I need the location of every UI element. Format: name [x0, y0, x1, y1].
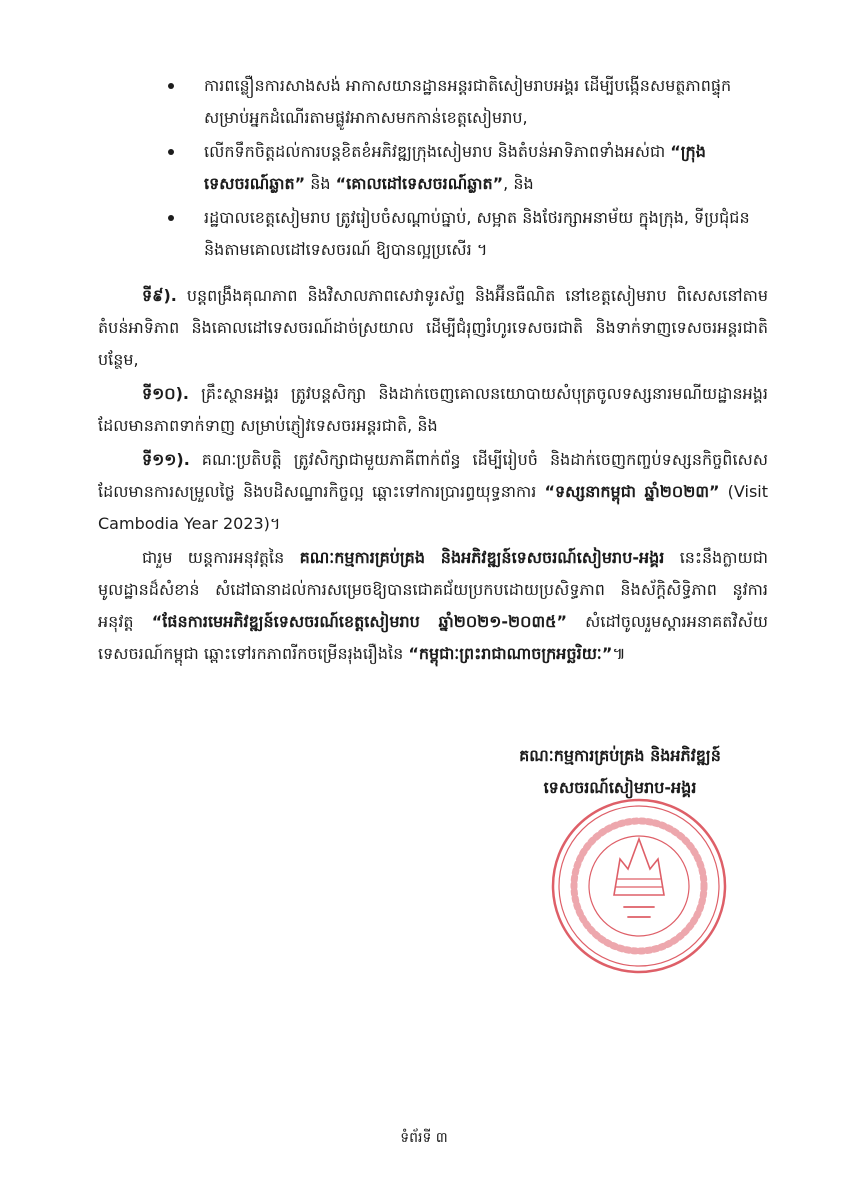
list-item	[168, 202, 768, 266]
clause-text: គ្រឹះស្ថានអង្គរ ត្រូវបន្តសិក្សា និងដាក់ចេញគោលនយោបាយសំបុត្រចូលទស្សនារមណីយដ្ឋានអង្គរ ដែលមានភាពទាក់ទាញ សម្រាប់ភ្ញៀវទេសចរអន្តរជាតិ, និង	[98, 384, 768, 435]
page-number: ទំព័រទី ៣	[400, 1130, 448, 1146]
bullet-text: ការពន្លឿនការសាងសង់ អាកាសយានដ្ឋានអន្តរជាតិសៀមរាបអង្គរ ដើម្បីបង្កើនសមត្ថភាពផ្ទុក សម្រាប់អ្នកដំណើរតាមផ្លូវអាកាសមកកាន់ខេត្តសៀមរាប,	[204, 76, 732, 127]
clause-number: ទី៩).	[142, 286, 177, 305]
closing-text-start: ជារួម យន្តការអនុវត្តនៃ	[142, 548, 300, 567]
list-item	[168, 136, 768, 200]
closing-end-mark: ៕	[612, 644, 626, 663]
bullet-icon	[168, 83, 174, 89]
clause-10	[98, 378, 768, 442]
signature-line-1: គណៈកម្មការគ្រប់គ្រង និងអភិវឌ្ឍន៍	[519, 746, 721, 765]
bullet-text: រដ្ឋបាលខេត្តសៀមរាប ត្រូវរៀបចំសណ្តាប់ធ្នាប់, សម្អាត និងថែរក្សាអនាម័យ ក្នុងក្រុង, ទីប្រជុំជន និងតាមគោលដៅទេសចរណ៍ ឱ្យបានល្អប្រសើរ ។	[204, 208, 750, 259]
clause-number: ទី១១).	[142, 450, 190, 469]
clause-number: ទី១០).	[142, 384, 189, 403]
list-item	[168, 70, 768, 134]
clause-9	[98, 280, 768, 376]
bullet-icon	[168, 149, 174, 155]
committee-name: គណៈកម្មការគ្រប់គ្រង និងអភិវឌ្ឍន៍ទេសចរណ៍សៀមរាប-អង្គរ	[299, 548, 665, 567]
smart-city-term: “ក្រុងទេសចរណ៍ឆ្លាត”	[204, 142, 706, 193]
official-seal-icon	[548, 795, 730, 977]
signature-line-2: ទេសចរណ៍សៀមរាប-អង្គរ	[543, 778, 697, 797]
master-plan-title: “ផែនការមេអភិវឌ្ឍន៍ទេសចរណ៍ខេត្តសៀមរាប ឆ្នាំ២០២១-២០៣៥”	[151, 612, 567, 631]
clause-text: បន្តពង្រឹងគុណភាព និងវិសាលភាពសេវាទូរស័ព្ទ និងអ៊ីនធឺណិត នៅខេត្តសៀមរាប ពិសេសនៅតាមតំបន់អាទិភាព និងគោលដៅទេសចរណ៍ដាច់ស្រយាល ដើម្បីជំរុញរំហូរទេសចរជាតិ និងទាក់ទាញទេសចរអន្តរជាតិបន្ថែម,	[98, 286, 768, 369]
smart-destination-term: “គោលដៅទេសចរណ៍ឆ្លាត”	[335, 174, 504, 193]
bullet-icon	[168, 215, 174, 221]
clause-11	[98, 444, 768, 540]
closing-text-middle: នេះនឹងក្លាយជាមូលដ្ឋានដ៏សំខាន់ សំដៅធានាដល់ការសម្រេចឱ្យបានជោគជ័យប្រកបដោយប្រសិទ្ធភាព និងស័ក្តិសិទ្ធិភាព នូវការអនុវត្ត	[98, 548, 769, 631]
campaign-english: (Visit Cambodia Year 2023)។	[98, 482, 769, 533]
kingdom-slogan: “កម្ពុជាៈព្រះរាជាណាចក្រអច្ឆរិយៈ”	[408, 644, 613, 663]
bullet-text-start: លើកទឹកចិត្តដល់ការបន្តខិតខំអភិវឌ្ឍក្រុងសៀមរាប និងតំបន់អាទិភាពទាំងអស់ជា	[204, 142, 671, 161]
bullet-list	[168, 70, 768, 268]
closing-paragraph	[98, 542, 768, 670]
bullet-text-end: , និង	[503, 174, 534, 193]
clause-text: គណៈប្រតិបត្តិ ត្រូវសិក្សាជាមួយភាគីពាក់ព័ន្ធ ដើម្បីរៀបចំ និងដាក់ចេញកញ្ចប់ទស្សនកិច្ចពិសេស ដែលមានការសម្រួលថ្លៃ និងបដិសណ្ឋារកិច្ចល្អ ឆ្ពោះទៅការប្រារព្ធយុទ្ធនាការ	[98, 450, 768, 501]
bullet-text-middle: និង	[305, 174, 336, 193]
closing-text-after: សំដៅចូលរួមស្ដារអនាគតវិស័យទេសចរណ៍កម្ពុជា ឆ្ពោះទៅរកភាពរីកចម្រើនរុងរឿងនៃ	[98, 612, 768, 663]
campaign-title: “ទស្សនាកម្ពុជា ឆ្នាំ២០២៣”	[544, 482, 720, 501]
